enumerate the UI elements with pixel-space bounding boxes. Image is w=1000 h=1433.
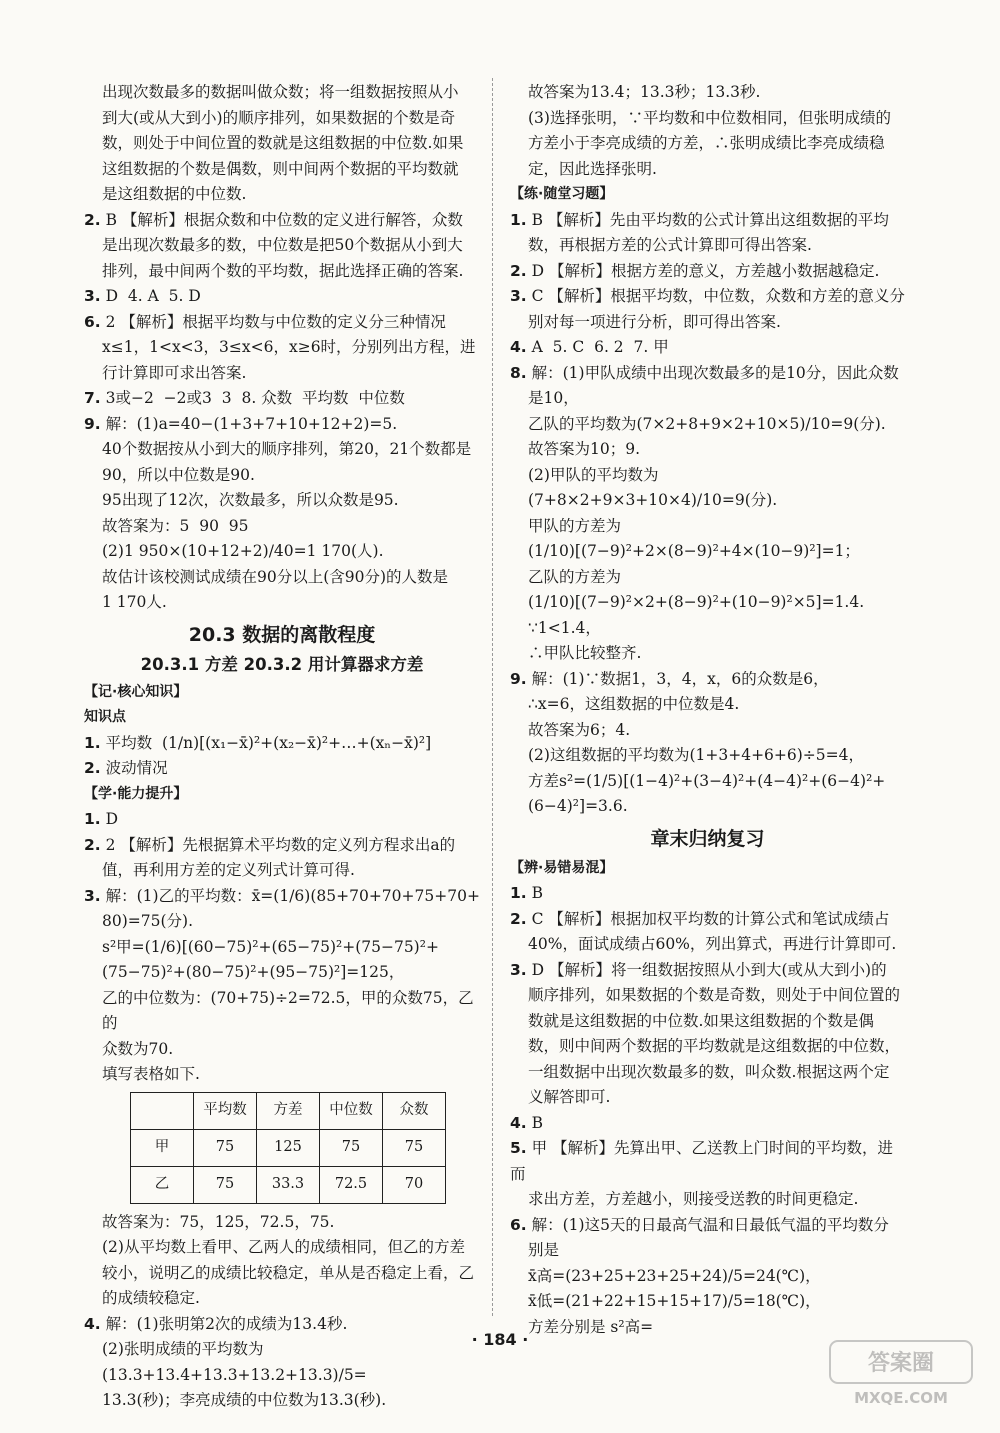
text-line — [510, 1213, 905, 1239]
line-text: 13.3(秒)；李亮成绩的中位数为13.3(秒). — [102, 1391, 387, 1409]
line-text: 40个数据按从小到大的顺序排列，第20，21个数都是 — [102, 440, 472, 458]
line-text: 90，所以中位数是90. — [102, 465, 255, 484]
item-number: 6. — [84, 312, 101, 331]
line-text: 故答案为13.4；13.3秒；13.3秒. — [528, 83, 761, 101]
line-text: 定，因此选择张明. — [528, 159, 657, 178]
item-number: 5. — [510, 1139, 527, 1157]
text-line — [510, 412, 905, 438]
line-text: 行计算即可求出答案. — [102, 363, 247, 382]
text-line — [84, 259, 480, 285]
table-cell: 75 — [320, 1129, 383, 1166]
text-line — [510, 1111, 905, 1137]
table-cell: 72.5 — [320, 1166, 383, 1203]
text-line — [510, 80, 905, 106]
text-line — [510, 233, 905, 259]
table-row — [131, 1166, 446, 1203]
text-line — [510, 1264, 905, 1290]
item-number: 1. — [510, 884, 527, 902]
text-line — [510, 881, 905, 907]
line-text: 众数为70. — [102, 1039, 174, 1058]
table-cell: 33.3 — [257, 1166, 320, 1203]
text-line — [510, 386, 905, 412]
text-line — [510, 1060, 905, 1086]
line-text: 平均数 (1/n)[(x₁−x̄)²+(x₂−x̄)²+…+(xₙ−x̄)²] — [100, 733, 432, 752]
line-text: 这组数据的个数是偶数，则中间两个数据的平均数就 — [102, 159, 459, 178]
text-line — [84, 80, 480, 106]
line-text: 故答案为10；9. — [528, 440, 641, 458]
text-line — [84, 756, 480, 782]
line-text: (75−75)²+(80−75)²+(95−75)²]=125， — [102, 963, 405, 981]
line-text: ∵1<1.4， — [528, 618, 601, 637]
text-line — [84, 157, 480, 183]
line-text: 一组数据中出现次数最多的数，叫众数.根据这两个定 — [528, 1062, 890, 1081]
text-line — [84, 335, 480, 361]
text-line — [510, 958, 905, 984]
line-text: D — [100, 810, 119, 828]
text-line — [84, 233, 480, 259]
line-text: B 【解析】先由平均数的公式计算出这组数据的平均 — [526, 210, 889, 229]
table-header-row — [131, 1092, 446, 1129]
text-line — [510, 1187, 905, 1213]
line-text: 1 170人. — [102, 593, 167, 611]
table-cell: 125 — [257, 1129, 320, 1166]
section-heading: 20.3 数据的离散程度 — [188, 623, 376, 646]
line-text: 40%，面试成绩占60%，列出算式，再进行计算即可. — [528, 935, 897, 953]
line-text: 到大(或从大到小)的顺序排列，如果数据的个数是奇 — [102, 108, 456, 127]
section-label: 【练·随堂习题】 — [510, 186, 614, 202]
line-text: C 【解析】根据平均数，中位数，众数和方差的意义分 — [526, 287, 905, 305]
text-line — [84, 284, 480, 310]
text-line — [510, 565, 905, 591]
line-text: 2 【解析】根据平均数与中位数的定义分三种情况 — [100, 312, 446, 331]
line-text: 别对每一项进行分析，即可得出答案. — [528, 312, 781, 331]
text-line — [510, 692, 905, 718]
line-text: x̄低=(21+22+15+15+17)/5=18(℃)， — [528, 1292, 821, 1310]
text-line — [510, 361, 905, 387]
text-line — [510, 718, 905, 744]
text-line — [510, 514, 905, 540]
line-text: 数，再根据方差的公式计算即可得出答案. — [528, 236, 812, 254]
text-line — [510, 106, 905, 132]
table-cell: 70 — [383, 1166, 446, 1203]
item-number: 2. — [84, 759, 101, 777]
line-text: 解：(1)a=40−(1+3+7+10+12+2)=5. — [100, 414, 398, 433]
text-line — [84, 833, 480, 859]
line-text: D 【解析】根据方差的意义，方差越小数据越稳定. — [526, 261, 880, 280]
text-line — [510, 667, 905, 693]
table-cell: 75 — [194, 1129, 257, 1166]
item-number: 7. — [84, 389, 101, 407]
left-column — [84, 80, 480, 1414]
line-text: 出现次数最多的数据叫做众数；将一组数据按照从小 — [102, 83, 459, 101]
line-text: (2)甲队的平均数为(7+8×2+9×3+10×4)/10=9(分). — [528, 465, 778, 509]
table-header-cell: 平均数 — [194, 1092, 257, 1129]
line-text: 甲队的方差为 — [528, 516, 622, 535]
line-text: D 4. A 5. D — [100, 287, 201, 305]
line-text: 解：(1)乙的平均数：x̄=(1/6)(85+70+70+75+70+ — [100, 886, 480, 905]
text-line — [84, 590, 480, 616]
line-text: D 【解析】将一组数据按照从小到大(或从大到小)的 — [526, 960, 887, 979]
line-text: 求出方差，方差越小，则接受送教的时间更稳定. — [528, 1190, 859, 1208]
text-line — [84, 884, 480, 910]
section-label: 【记·核心知识】 — [84, 683, 188, 700]
text-line — [510, 1085, 905, 1111]
text-line — [84, 106, 480, 132]
line-text: 故答案为：5 90 95 — [102, 516, 249, 535]
line-text: 故答案为：75，125，72.5，75. — [102, 1212, 335, 1231]
line-text: (2)1 950×(10+12+2)/40=1 170(人). — [102, 542, 384, 560]
item-number: 3. — [510, 287, 527, 305]
text-line — [510, 437, 905, 463]
line-text: (2)这组数据的平均数为(1+3+4+6+6)÷5=4， — [528, 746, 865, 764]
table-header-cell: 众数 — [383, 1092, 446, 1129]
text-line — [510, 310, 905, 336]
item-number: 2. — [510, 909, 527, 928]
text-line — [84, 858, 480, 884]
line-text: 值，再利用方差的定义列式计算可得. — [102, 861, 355, 879]
text-line — [84, 361, 480, 387]
text-line — [510, 794, 905, 820]
line-text: 方差分别是 s²高= — [528, 1317, 654, 1336]
line-text: 数，则中间两个数据的平均数就是这组数据的中位数， — [528, 1037, 901, 1055]
line-text: 排列，最中间两个数的平均数，据此选择正确的答案. — [102, 261, 464, 280]
line-text: 甲 【解析】先算出甲、乙送教上门时间的平均数，进而 — [510, 1139, 894, 1183]
line-text: 顺序排列，如果数据的个数是奇数，则处于中间位置的 — [528, 986, 901, 1004]
text-line — [84, 514, 480, 540]
line-text: (6−4)²]=3.6. — [528, 797, 628, 815]
line-text: B 【解析】根据众数和中位数的定义进行解答，众数 — [100, 210, 463, 229]
text-line — [84, 1037, 480, 1063]
text-line — [84, 1062, 480, 1088]
right-column — [510, 80, 905, 1340]
text-line — [510, 259, 905, 285]
line-text: 是10， — [528, 389, 579, 407]
text-line — [84, 437, 480, 463]
section-label: 知识点 — [84, 709, 126, 725]
text-line — [84, 539, 480, 565]
line-text: x̄高=(23+25+23+25+24)/5=24(℃)， — [528, 1266, 821, 1285]
item-number: 1. — [84, 733, 101, 752]
text-line — [510, 539, 905, 565]
line-text: s²甲=(1/6)[(60−75)²+(65−75)²+(75−75)²+ — [102, 937, 439, 956]
line-text: 是这组数据的中位数. — [102, 185, 247, 203]
svg-text:答案圈: 答案圈 — [867, 1351, 935, 1376]
table-header-cell — [131, 1092, 194, 1129]
text-line — [84, 412, 480, 438]
item-number: 2. — [84, 210, 101, 229]
line-text: 义解答即可. — [528, 1088, 611, 1106]
line-text: 乙队的方差为 — [528, 567, 622, 586]
line-text: 乙队的平均数为(7×2+8+9×2+10×5)/10=9(分). — [528, 414, 886, 433]
line-text: 3或−2 −2或3 3 8. 众数 平均数 中位数 — [100, 389, 405, 407]
item-number: 1. — [84, 810, 101, 828]
text-line — [510, 1289, 905, 1315]
line-text: 故估计该校测试成绩在90分以上(含90分)的人数是 — [102, 567, 449, 586]
line-text: (1/10)[(7−9)²×2+(8−9)²+(10−9)²×5]=1.4. — [528, 593, 865, 611]
table-header-cell: 方差 — [257, 1092, 320, 1129]
line-text: 数就是这组数据的中位数.如果这组数据的个数是偶 — [528, 1011, 874, 1030]
text-line — [84, 488, 480, 514]
line-text: x≤1，1<x<3，3≤x<6，x≥6时，分别列出方程，进 — [102, 338, 476, 356]
text-line — [510, 463, 905, 514]
text-line — [510, 616, 905, 642]
line-text: 方差小于李亮成绩的方差，∴张明成绩比李亮成绩稳 — [528, 134, 885, 152]
text-line — [84, 565, 480, 591]
text-line — [510, 769, 905, 795]
item-number: 1. — [510, 210, 527, 229]
table-cell: 乙 — [131, 1166, 194, 1203]
table-header-cell: 中位数 — [320, 1092, 383, 1129]
text-line — [84, 1210, 480, 1236]
text-line — [84, 807, 480, 833]
item-number: 3. — [84, 287, 101, 305]
text-line — [510, 284, 905, 310]
text-line — [510, 1136, 905, 1187]
text-line — [510, 208, 905, 234]
line-text: (1/10)[(7−9)²+2×(8−9)²+4×(10−9)²]=1； — [528, 542, 860, 560]
table-cell: 甲 — [131, 1129, 194, 1166]
section-label: 【学·能力提升】 — [84, 785, 188, 802]
svg-text:MXQE.COM: MXQE.COM — [854, 1389, 948, 1407]
text-line — [84, 1286, 480, 1312]
subsection-heading: 20.3.1 方差 20.3.2 用计算器求方差 — [140, 654, 424, 674]
table-row — [131, 1129, 446, 1166]
line-text: (3)选择张明，∵平均数和中位数相同，但张明成绩的 — [528, 108, 891, 127]
line-text: 2 【解析】先根据算术平均数的定义列方程求出a的 — [100, 835, 456, 854]
item-number: 8. — [510, 363, 527, 382]
section-label: 【辨·易错易混】 — [510, 859, 614, 876]
line-text: B — [526, 1113, 544, 1132]
line-text: 数，则处于中间位置的数就是这组数据的中位数.如果 — [102, 134, 464, 152]
text-line — [84, 909, 480, 935]
item-number: 2. — [84, 835, 101, 854]
text-line — [84, 182, 480, 208]
text-line — [84, 386, 480, 412]
text-line — [510, 743, 905, 769]
item-number: 3. — [84, 886, 101, 905]
line-text: 是出现次数最多的数，中位数是把50个数据从小到大 — [102, 236, 463, 254]
text-line — [510, 641, 905, 667]
line-text: (2)张明成绩的平均数为(13.3+13.4+13.3+13.2+13.3)/5= — [102, 1340, 367, 1384]
line-text: 波动情况 — [100, 759, 168, 777]
text-line — [84, 310, 480, 336]
line-text: 解：(1)这5天的日最高气温和日最低气温的平均数分 — [526, 1215, 889, 1234]
item-number: 4. — [84, 1314, 101, 1333]
line-text: 解：(1)甲队成绩中出现次数最多的是10分，因此众数 — [526, 363, 899, 382]
line-text: 解：(1)张明第2次的成绩为13.4秒. — [100, 1314, 348, 1333]
line-text: 别是 — [528, 1241, 560, 1259]
text-line — [510, 907, 905, 933]
item-number: 4. — [510, 1113, 527, 1132]
page-number: · 184 · — [471, 1330, 529, 1349]
line-text: 方差s²=(1/5)[(1−4)²+(3−4)²+(4−4)²+(6−4)²+ — [528, 771, 886, 790]
section-heading: 章末归纳复习 — [650, 827, 765, 850]
item-number: 6. — [510, 1215, 527, 1234]
text-line — [510, 1034, 905, 1060]
text-line — [510, 1238, 905, 1264]
text-line — [510, 335, 905, 361]
text-line — [84, 1388, 480, 1414]
line-text: C 【解析】根据加权平均数的计算公式和笔试成绩占 — [526, 909, 890, 928]
text-line — [84, 731, 480, 757]
line-text: 乙的中位数为：(70+75)÷2=72.5，甲的众数75，乙的 — [102, 988, 474, 1032]
line-text: A 5. C 6. 2 7. 甲 — [526, 338, 669, 356]
line-text: ∴甲队比较整齐. — [528, 644, 642, 662]
line-text: 故答案为6；4. — [528, 720, 631, 739]
results-table — [130, 1092, 446, 1204]
text-line — [84, 1261, 480, 1287]
item-number: 9. — [84, 414, 101, 433]
text-line — [84, 935, 480, 961]
line-text: 80)=75(分). — [102, 912, 194, 930]
line-text: 较小，说明乙的成绩比较稳定，单从是否稳定上看，乙 — [102, 1263, 475, 1282]
text-line — [510, 157, 905, 183]
text-line — [510, 932, 905, 958]
line-text: 解：(1)∵数据1，3，4，x，6的众数是6， — [526, 669, 829, 688]
text-line — [84, 1235, 480, 1261]
text-line — [510, 131, 905, 157]
text-line — [510, 983, 905, 1009]
table-cell: 75 — [383, 1129, 446, 1166]
text-line — [84, 208, 480, 234]
item-number: 4. — [510, 338, 527, 356]
text-line — [510, 590, 905, 616]
text-line — [510, 1009, 905, 1035]
text-line — [84, 986, 480, 1037]
text-line — [84, 131, 480, 157]
item-number: 3. — [510, 960, 527, 979]
line-text: ∴x=6，这组数据的中位数是4. — [528, 695, 740, 713]
line-text: 95出现了12次，次数最多，所以众数是95. — [102, 491, 399, 509]
watermark-logo — [826, 1337, 976, 1409]
text-line — [84, 463, 480, 489]
table-cell: 75 — [194, 1166, 257, 1203]
text-line — [84, 960, 480, 986]
item-number: 2. — [510, 261, 527, 280]
line-text: 的成绩较稳定. — [102, 1289, 200, 1307]
column-divider — [492, 78, 493, 1316]
line-text: B — [526, 884, 544, 902]
item-number: 9. — [510, 669, 527, 688]
line-text: (2)从平均数上看甲、乙两人的成绩相同，但乙的方差 — [102, 1238, 465, 1256]
line-text: 填写表格如下. — [102, 1065, 200, 1083]
